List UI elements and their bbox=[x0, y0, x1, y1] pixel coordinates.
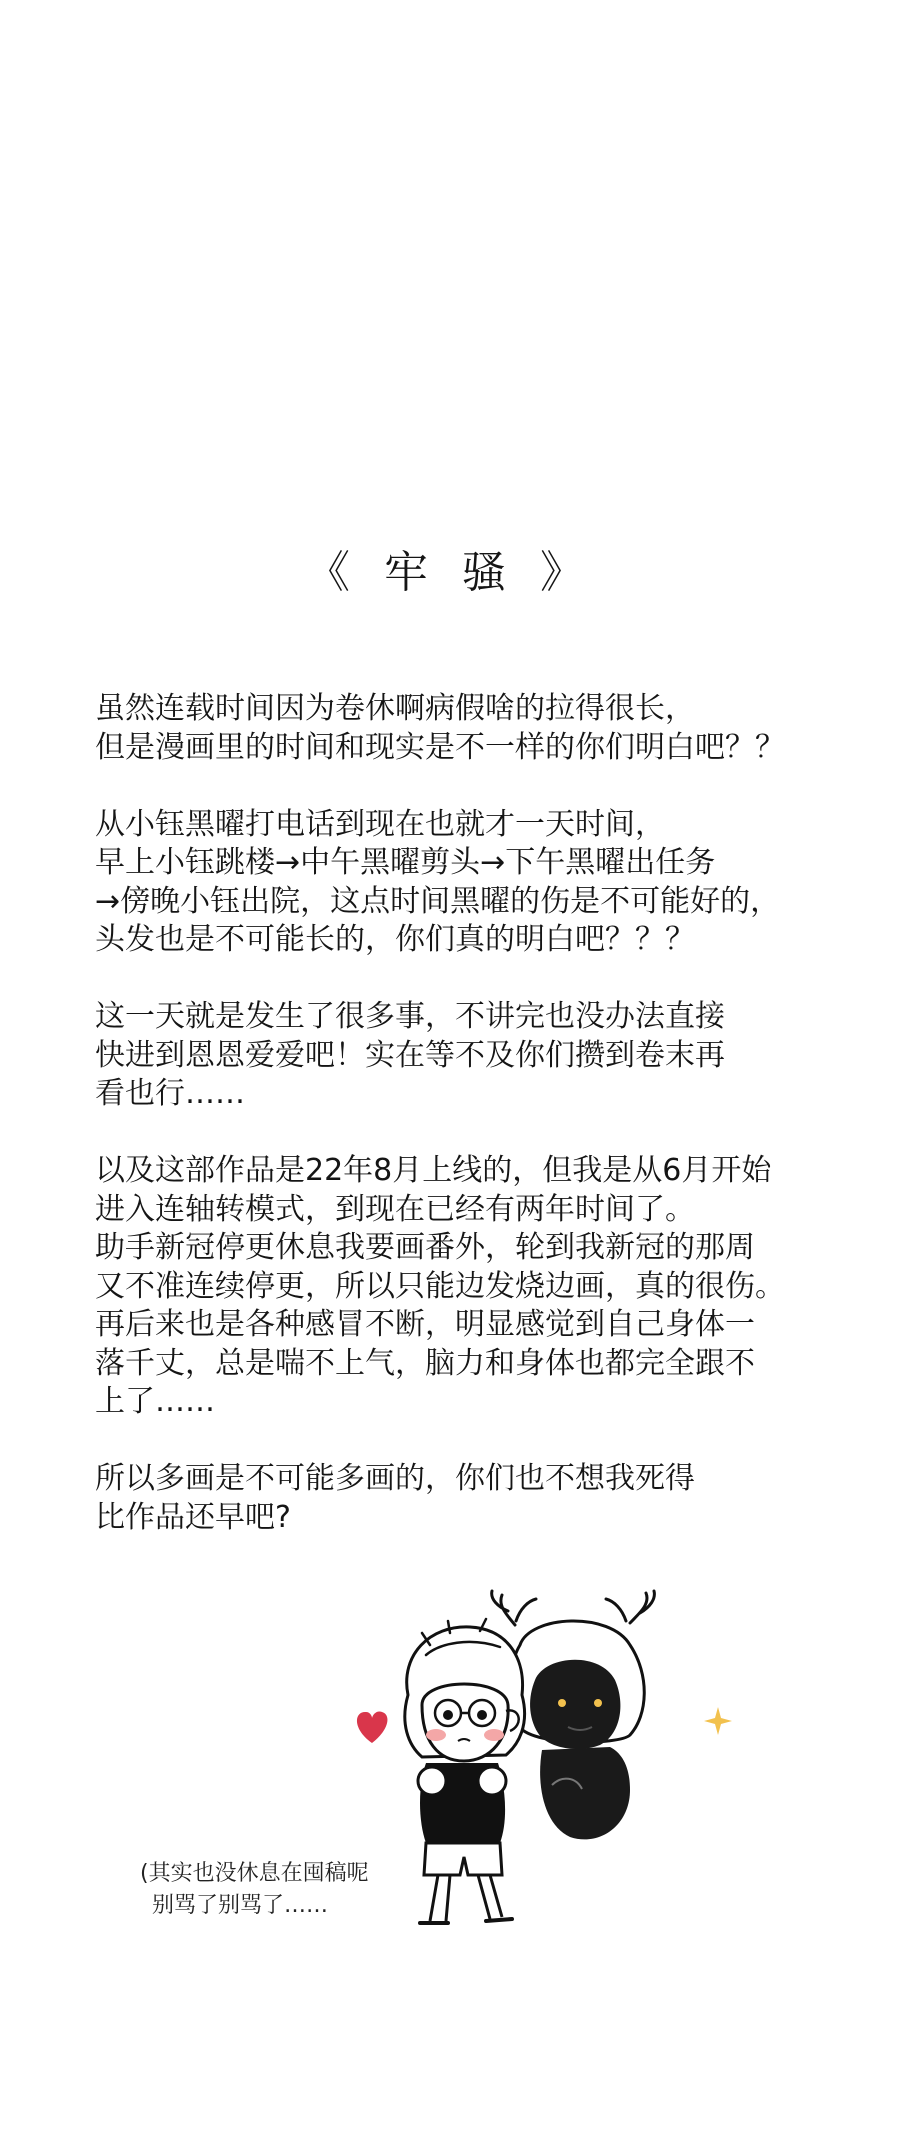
text-line: 看也行…… bbox=[95, 1076, 245, 1111]
text-line: 这一天就是发生了很多事，不讲完也没办法直接 bbox=[95, 999, 725, 1034]
text-line: 以及这部作品是22年8月上线的，但我是从6月开始 bbox=[95, 1153, 772, 1188]
chibi-illustration bbox=[330, 1585, 750, 1955]
text-line: 再后来也是各种感冒不断，明显感觉到自己身体一 bbox=[95, 1307, 755, 1342]
caption-line: 别骂了别骂了…… bbox=[152, 1893, 329, 1918]
paragraph-5 bbox=[95, 1460, 855, 1537]
text-line: 快进到恩恩爱爱吧！实在等不及你们攒到卷末再 bbox=[95, 1037, 725, 1073]
paragraph-1 bbox=[95, 690, 855, 767]
text-line: 又不准连续停更，所以只能边发烧边画，真的很伤。 bbox=[95, 1268, 785, 1304]
article-body bbox=[95, 690, 855, 1576]
page-title: 《 牢 骚 》 bbox=[306, 547, 594, 598]
text-line: →傍晚小钰出院，这点时间黑曜的伤是不可能好的， bbox=[95, 883, 781, 919]
text-line: 头发也是不可能长的，你们真的明白吧？？？ bbox=[95, 922, 695, 957]
light-character bbox=[405, 1619, 525, 1923]
text-line: 早上小钰跳楼→中午黑曜剪头→下午黑曜出任务 bbox=[95, 845, 716, 880]
heart-icon bbox=[357, 1711, 387, 1743]
caption-line: (其实也没休息在囤稿呢 bbox=[140, 1861, 369, 1886]
text-line: 上了…… bbox=[95, 1384, 215, 1419]
paragraph-2 bbox=[95, 806, 855, 960]
text-line: 但是漫画里的时间和现实是不一样的你们明白吧？？ bbox=[95, 729, 785, 765]
text-line: 助手新冠停更休息我要画番外，轮到我新冠的那周 bbox=[95, 1230, 755, 1265]
text-line: 进入连轴转模式，到现在已经有两年时间了。 bbox=[95, 1191, 695, 1227]
text-line: 落千丈，总是喘不上气，脑力和身体也都完全跟不 bbox=[95, 1345, 755, 1381]
illustration-caption bbox=[140, 1858, 369, 1922]
text-line: 比作品还早吧? bbox=[95, 1499, 291, 1535]
paragraph-4 bbox=[95, 1152, 855, 1422]
sparkle-icon bbox=[704, 1707, 732, 1735]
text-line: 所以多画是不可能多画的，你们也不想我死得 bbox=[95, 1461, 695, 1496]
text-line: 虽然连载时间因为卷休啊病假啥的拉得很长， bbox=[95, 691, 695, 726]
paragraph-3 bbox=[95, 998, 855, 1114]
text-line: 从小钰黑曜打电话到现在也就才一天时间， bbox=[95, 806, 665, 842]
